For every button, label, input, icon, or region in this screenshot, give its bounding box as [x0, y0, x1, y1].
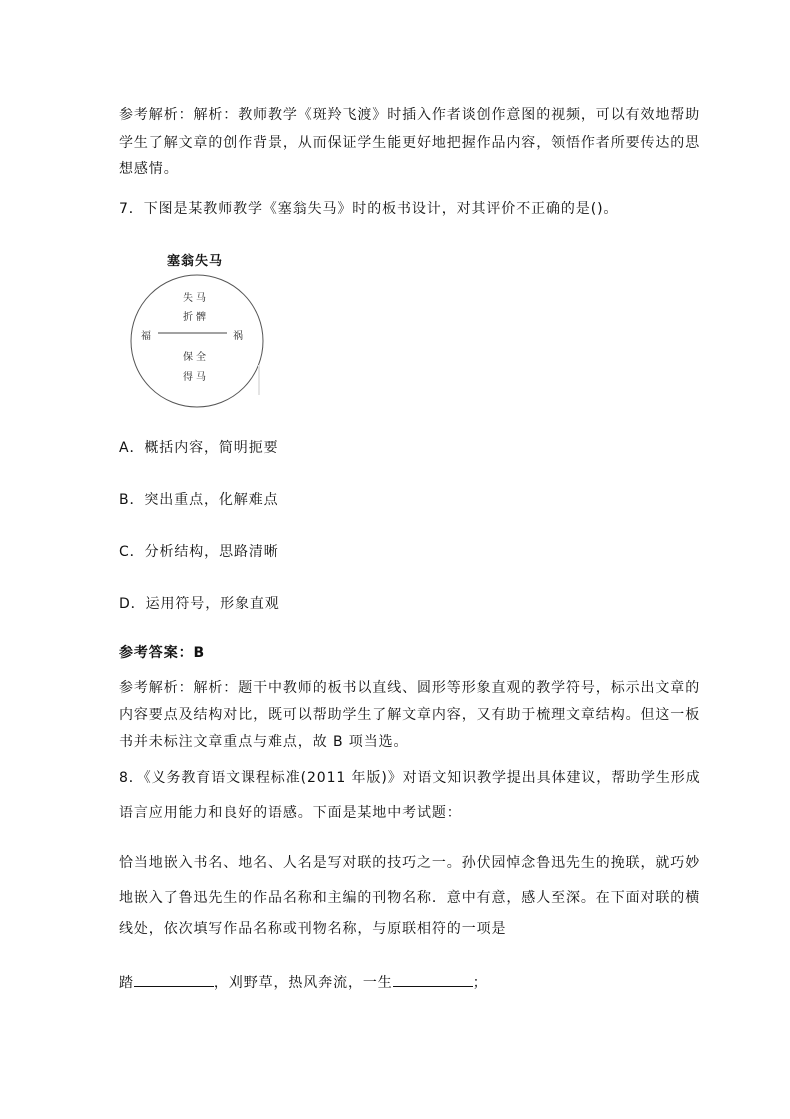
couplet-part-3: ； [472, 975, 488, 991]
option-a-text: 概括内容，简明扼要 [144, 440, 279, 456]
q8-body-line-1: 恰当地嵌入书名、地名、人名是写对联的技巧之一。孙伏园悼念鲁迅先生的挽联，就巧妙 [119, 855, 701, 871]
q8-stem-line-1: 8．《义务教育语文课程标准(2011 年版)》对语文知识教学提出具体建议，帮助学生形成 [119, 770, 701, 786]
q8-body-line-3: 线处，依次填写作品名称或刊物名称，与原联相符的一项是 [119, 921, 507, 937]
option-d-label: D． [119, 596, 146, 612]
q8-couplet [119, 974, 488, 991]
q8-stem-line-2: 语言应用能力和良好的语感。下面是某地中考试题： [119, 805, 462, 821]
q7-stem: 7．下图是某教师教学《塞翁失马》时的板书设计，对其评价不正确的是()。 [119, 201, 619, 217]
option-a-label: A． [119, 440, 145, 456]
diagram-top-line-1: 失马 [183, 293, 209, 304]
q7-option-b [119, 492, 279, 508]
prev-analysis-line-1: 参考解析：解析：教师教学《斑羚飞渡》时插入作者谈创作意图的视频，可以有效地帮助 [119, 107, 701, 123]
option-c-label: C． [119, 544, 145, 560]
q7-analysis-line-3: 书并未标注文章重点与难点，故 B 项当选。 [119, 734, 409, 750]
q7-option-d [119, 596, 280, 612]
q7-option-a [119, 440, 279, 456]
diagram-top-line-2: 折髀 [183, 312, 209, 323]
option-b-label: B． [119, 492, 145, 508]
q7-answer [119, 645, 205, 661]
couplet-blank-2[interactable] [393, 974, 473, 987]
couplet-part-2: ，刈野草，热风奔流，一生 [213, 975, 393, 991]
q7-analysis-line-1: 参考解析：解析：题干中教师的板书以直线、圆形等形象直观的教学符号，标示出文章的 [119, 680, 701, 696]
diagram-bottom-line-2: 得马 [183, 372, 209, 383]
q7-option-c [119, 544, 279, 560]
prev-analysis-line-2: 学生了解文章的创作背景，从而保证学生能更好地把握作品内容，领悟作者所要传达的思 [119, 135, 701, 151]
option-b-text: 突出重点，化解难点 [144, 492, 279, 508]
q7-analysis-line-2: 内容要点及结构对比，既可以帮助学生了解文章内容，又有助于梳理文章结构。但这一板 [119, 707, 701, 723]
blackboard-diagram [125, 245, 275, 415]
answer-value: B [193, 645, 206, 661]
q8-body-line-2: 地嵌入了鲁迅先生的作品名称和主编的刊物名称．意中有意，感人至深。在下面对联的横 [119, 890, 701, 906]
couplet-blank-1[interactable] [134, 974, 214, 987]
option-c-text: 分析结构，思路清晰 [144, 544, 279, 560]
diagram-left-fortune: 福 [141, 331, 154, 342]
diagram-title: 塞翁失马 [167, 254, 224, 269]
prev-analysis-line-3: 想感情。 [119, 161, 179, 177]
diagram-bottom-line-1: 保全 [183, 352, 209, 363]
couplet-part-1: 踏 [119, 975, 134, 991]
diagram-right-misfortune: 祸 [233, 331, 246, 342]
option-d-text: 运用符号，形象直观 [145, 596, 280, 612]
answer-label: 参考答案： [119, 645, 194, 661]
